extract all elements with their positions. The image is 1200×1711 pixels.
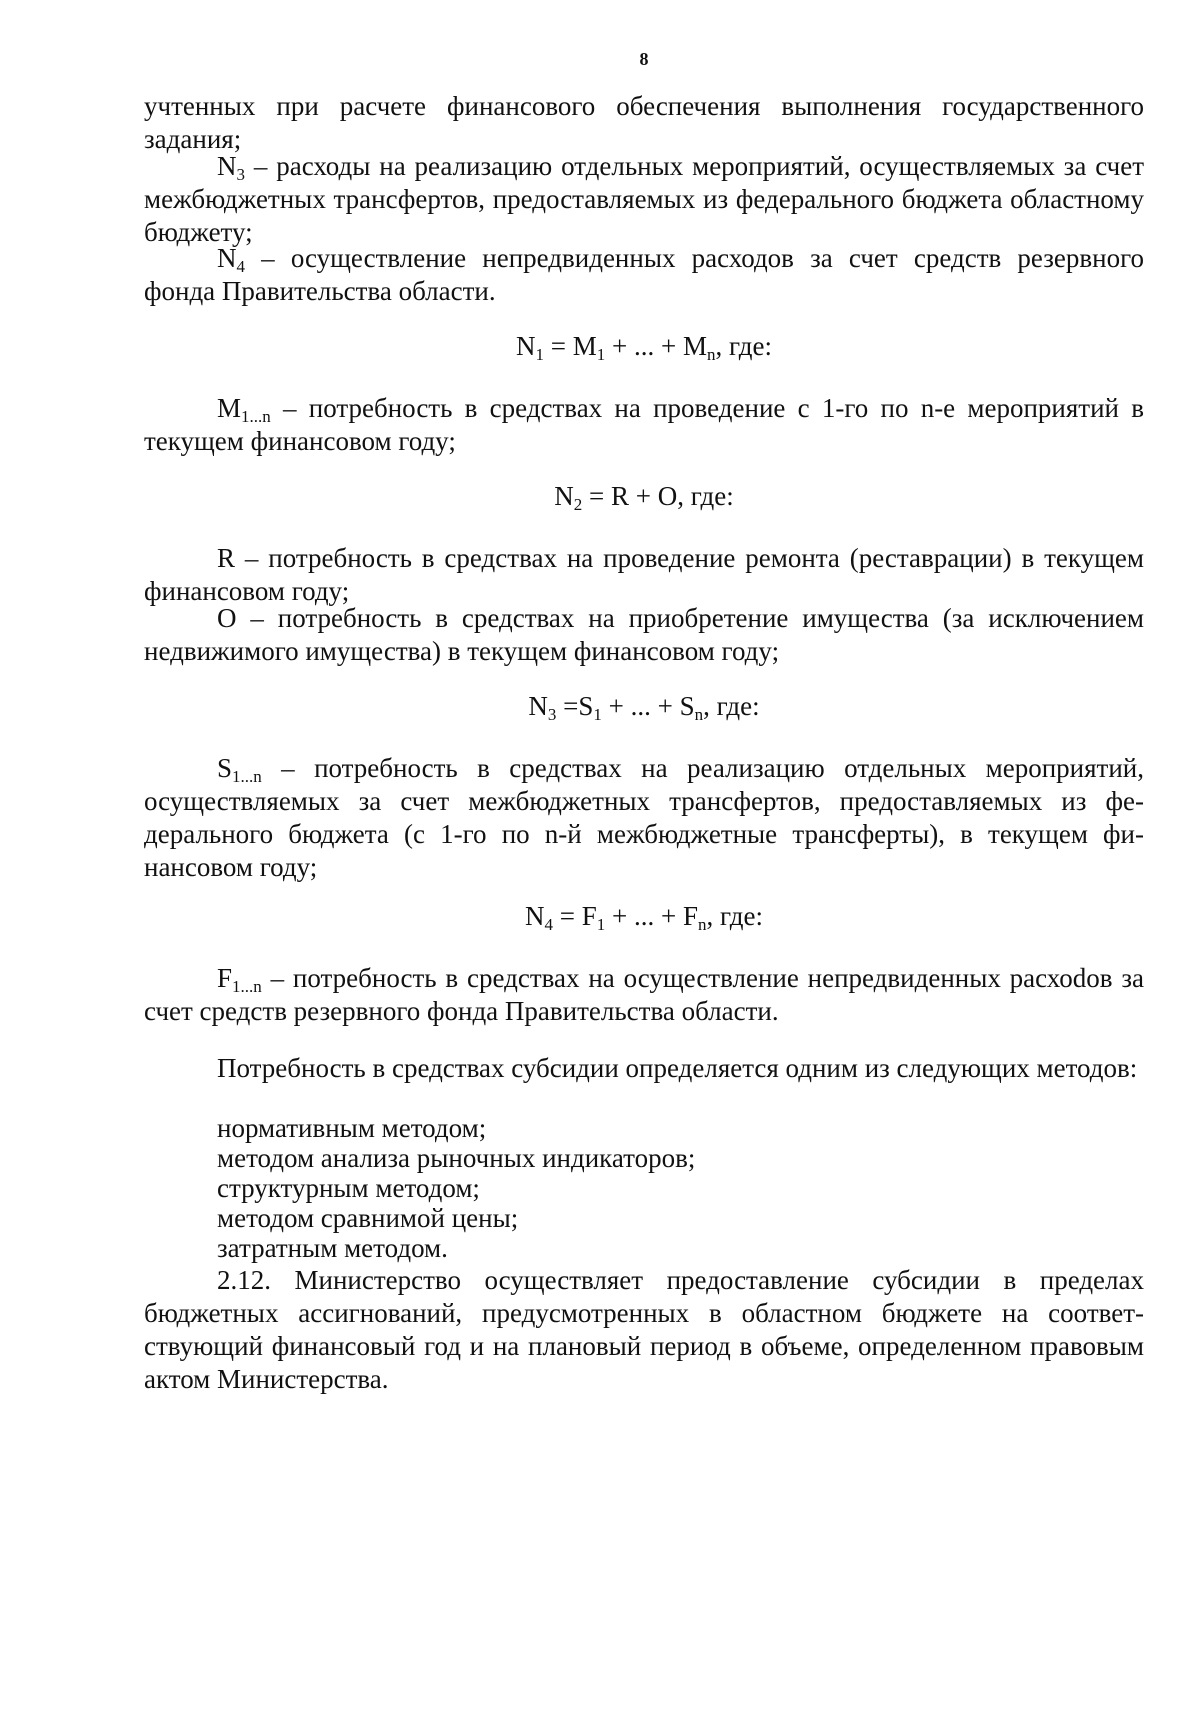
method-item: структурным методом;: [217, 1173, 480, 1203]
method-item: нормативным методом;: [217, 1113, 487, 1143]
paragraph-n3-definition: $N_3$ – расходы на реализацию отдельных мероприятий, осуществляемых за счет межбюджетных трансфертов, предоставляемых из федерального бюджета областному бюджету;: [144, 151, 1144, 247]
method-item: методом анализа рыночных индикаторов;: [217, 1143, 696, 1173]
paragraph-n4-definition: $N_4$ – осуществление непредвиденных расходов за счет средств резервного фонда Правительства области.: [144, 243, 1144, 306]
paragraph-methods-intro: Потребность в средствах субсидии определяется одним из следующих методов:: [217, 1053, 1138, 1083]
paragraph-continuation: учтенных при расчете финансового обеспечения выполнения государственного задания;: [144, 91, 1144, 154]
page-number: 8: [639, 49, 649, 69]
paragraph-m-definition: $M_{1...n}$ – потребность в средствах на проведение с 1-го по n-е мероприятий в текущем финансовом году;: [144, 393, 1144, 456]
method-item: затратным методом.: [217, 1233, 448, 1263]
document-page: [144, 0, 1144, 1711]
paragraph-f-definition: $F_{1...n}$ – потребность в средствах на осуществление непредвиденных расхоdов за счет средств резервного фонда Правительства области.: [144, 963, 1144, 1026]
formula-n4: $N_4 = F_1$ + ... + $F_n$, где:: [525, 901, 763, 934]
paragraph-o-definition: O – потребность в средствах на приобретение имущества (за исключением недвижимого имущества) в текущем финансовом году;: [144, 603, 1144, 666]
paragraph-s-definition: $S_{1...n}$ – потребность в средствах на реализацию отдельных мероприятий, осуществляемых за счет межбюджетных трансфертов, предоставляемых из федерального бюджета (с 1-го по n-й межбюджетные трансферты), в текущем финансовом году;: [144, 753, 1144, 882]
paragraph-r-definition: R – потребность в средствах на проведение ремонта (реставрации) в текущем финансовом году;: [144, 543, 1144, 606]
formula-n3: $N_3 =S_1$ + ... + $S_n$, где:: [528, 691, 760, 724]
formula-n1: $N_1 = M_1$ + ... + $M_n$, где:: [516, 331, 772, 364]
paragraph-2-12: 2.12. Министерство осуществляет предоставление субсидии в пределах бюджетных ассигнований, предусмотренных в областном бюджете на соответствующий финансовый год и на плановый период в объеме, определенном правовым актом Министерства.: [144, 1265, 1144, 1394]
formula-n2: $N_2 = R + O$, где:: [554, 481, 734, 514]
method-item: методом сравнимой цены;: [217, 1203, 519, 1233]
